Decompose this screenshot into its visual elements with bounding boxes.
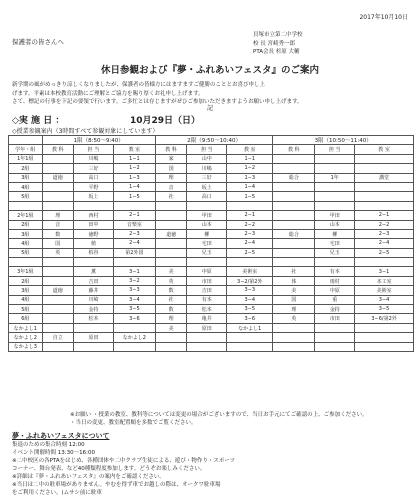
table-cell — [355, 323, 414, 332]
festa-line: をご利用ください。(ムサシ前に駐車 — [12, 490, 102, 496]
table-cell — [227, 201, 273, 210]
table-cell — [9, 258, 43, 267]
table-cell: 2組 — [9, 276, 43, 285]
table-cell — [113, 323, 155, 332]
table-cell: 高口 — [74, 173, 114, 182]
table-cell: 道徳 — [42, 173, 73, 182]
table-cell — [113, 258, 155, 267]
table-cell — [187, 201, 227, 210]
table-cell: 1−3 — [227, 173, 273, 182]
table-cell: 有本 — [315, 267, 355, 276]
table-cell: 理 — [155, 314, 186, 323]
table-cell: 1年1組 — [9, 154, 43, 163]
table-row — [9, 305, 414, 314]
document-title: 休日参観および『夢・ふれあいフェスタ』のご案内 — [100, 65, 320, 76]
table-cell: 平野 — [74, 182, 114, 191]
table-cell: 総合 — [273, 229, 315, 238]
table-cell: 3−6 — [113, 314, 155, 323]
table-cell — [155, 211, 186, 220]
table-cell: 音楽室 — [113, 220, 155, 229]
table-cell: 3−4 — [355, 295, 414, 304]
table-cell: 3−6/第2外 — [355, 314, 414, 323]
table-cell: 3−3 — [227, 286, 273, 295]
table-cell: 市田 — [315, 314, 355, 323]
table-cell — [315, 164, 355, 173]
table-cell: 数 — [42, 229, 73, 238]
table-cell — [74, 258, 114, 267]
table-cell: なかよし2 — [113, 333, 155, 342]
table-cell — [227, 333, 273, 342]
table-cell: 西村 — [74, 211, 114, 220]
table-cell — [273, 342, 315, 351]
festa-line: ※当日は二中の駐車場がありません。やむを得ず車でお越しの際は、オークワ駐車場 — [12, 482, 221, 488]
table-cell — [155, 333, 186, 342]
table-cell: 兄玉 — [187, 248, 227, 257]
table-cell: 吉田 — [74, 276, 114, 285]
table-cell: 1−3 — [113, 173, 155, 182]
table-cell — [273, 220, 315, 229]
table-cell — [273, 201, 315, 210]
table-cell — [155, 258, 186, 267]
table-cell: 2−4 — [355, 239, 414, 248]
column-header: 担 当 — [187, 145, 227, 154]
table-cell — [42, 192, 73, 201]
intro-line: さて、標記の行事を下記の要領で行います。ご多忙とは存じますがぜひご参加いただきますようお願い申し上げます。 — [12, 99, 303, 105]
table-cell: 亀井 — [187, 314, 227, 323]
table-cell: 社 — [155, 295, 186, 304]
table-cell: 2−3 — [227, 229, 273, 238]
table-row — [9, 182, 414, 191]
table-cell — [42, 164, 73, 173]
table-cell: 3−3 — [113, 286, 155, 295]
table-row — [9, 173, 414, 182]
table-cell — [355, 342, 414, 351]
table-cell: 1年 — [315, 173, 355, 182]
table-cell: 美 — [273, 286, 315, 295]
table-cell: なかよし1 — [227, 323, 273, 332]
table-cell: 1−1 — [113, 154, 155, 163]
table-cell: 音 — [42, 220, 73, 229]
table-cell: 川崎 — [74, 295, 114, 304]
table-cell: 5組 — [9, 305, 43, 314]
table-cell: 体 — [273, 276, 315, 285]
table-cell: 松本 — [74, 314, 114, 323]
table-row — [9, 295, 414, 304]
table-cell: 柳 — [315, 229, 355, 238]
table-cell: 3−6 — [227, 314, 273, 323]
table-cell: 植 — [74, 239, 114, 248]
table-cell — [315, 201, 355, 210]
table-cell: 有本 — [187, 295, 227, 304]
note-line: ※お願い ・授業の教室、教科等については変更の場合がございますので、当日お手元にてご確認の上、ご参加ください。 — [70, 412, 368, 418]
table-cell: 甲田 — [315, 211, 355, 220]
table-cell — [155, 248, 186, 257]
addressee: 保護者の皆さんへ — [12, 38, 64, 46]
table-cell: 国 — [273, 295, 315, 304]
table-cell: 本工室 — [355, 276, 414, 285]
table-cell — [273, 248, 315, 257]
table-cell — [273, 154, 315, 163]
table-cell: 松本 — [187, 305, 227, 314]
table-cell — [155, 342, 186, 351]
table-cell — [42, 258, 73, 267]
table-cell: 田中 — [74, 220, 114, 229]
table-cell — [273, 239, 315, 248]
table-cell: 英 — [42, 248, 73, 257]
table-cell: 道徳 — [155, 229, 186, 238]
table-cell: 2−1 — [227, 211, 273, 220]
table-cell: 藤井 — [74, 286, 114, 295]
table-cell: 薫 — [74, 267, 114, 276]
table-cell — [315, 192, 355, 201]
table-cell: 美術室 — [355, 286, 414, 295]
table-cell — [355, 164, 414, 173]
table-cell: 3組 — [9, 229, 43, 238]
festa-details — [12, 441, 235, 497]
table-cell: 3組 — [9, 286, 43, 295]
table-cell: 宅田 — [187, 239, 227, 248]
table-cell: 宅田 — [315, 239, 355, 248]
period-header: 1限（8:50〜9:40） — [42, 136, 155, 145]
table-cell: 原田 — [74, 333, 114, 342]
table-row — [9, 164, 414, 173]
column-header: 教 室 — [355, 145, 414, 154]
table-cell: 国 — [155, 164, 186, 173]
table-cell: 2組 — [9, 220, 43, 229]
table-cell: 総合 — [273, 173, 315, 182]
table-row — [9, 342, 414, 351]
table-cell: 社 — [273, 267, 315, 276]
table-cell — [315, 154, 355, 163]
table-cell — [355, 192, 414, 201]
table-cell — [155, 201, 186, 210]
festa-line: 集退のための集合時刻 12:00 — [12, 442, 85, 448]
table-cell: 柏谷 — [74, 248, 114, 257]
period-row — [9, 136, 414, 145]
table-cell — [355, 154, 414, 163]
table-cell: 美術室 — [227, 267, 273, 276]
table-cell: なかよし3 — [9, 342, 43, 351]
table-cell: 金持 — [74, 305, 114, 314]
date-label: ◇実 施 日 ： — [12, 116, 65, 126]
table-row — [9, 286, 414, 295]
table-cell — [227, 258, 273, 267]
column-header: 教 科 — [42, 145, 73, 154]
table-cell: 坂上 — [74, 192, 114, 201]
sender-block — [253, 31, 303, 57]
table-cell: 1−5 — [227, 192, 273, 201]
table-cell: 道徳 — [42, 286, 73, 295]
table-cell: 徳野 — [74, 229, 114, 238]
table-cell — [355, 333, 414, 342]
table-cell: 三好 — [74, 164, 114, 173]
intro-line: げます。平素は本校教育活動にご理解とご協力を賜り厚くお礼申し上げます。 — [12, 90, 204, 97]
table-row — [9, 211, 414, 220]
table-row — [9, 239, 414, 248]
table-cell: 2−2 — [227, 220, 273, 229]
table-cell: 2−5 — [355, 248, 414, 257]
intro-line: 新学期の風がめっきり涼しくなりましたが、保護者の皆様方にはますますご健勝のこととお喜び申し上 — [12, 82, 265, 88]
table-cell — [355, 258, 414, 267]
table-cell — [42, 201, 73, 210]
table-row — [9, 314, 414, 323]
table-cell — [227, 342, 273, 351]
table-cell — [187, 333, 227, 342]
table-row — [9, 276, 414, 285]
table-cell: 家 — [155, 154, 186, 163]
school-name: 貝塚市立第二中学校 — [253, 32, 303, 38]
table-cell: 第2外国 — [113, 248, 155, 257]
table-body — [9, 154, 414, 351]
festa-line: コーナー、舞台発表、など40種類程度参加します。どうぞお楽しみください。 — [12, 466, 206, 472]
table-cell — [113, 201, 155, 210]
table-cell: 3−5 — [355, 305, 414, 314]
table-cell — [42, 314, 73, 323]
table-cell: 坂上 — [187, 182, 227, 191]
table-cell — [42, 154, 73, 163]
table-cell: なかよし2 — [9, 333, 43, 342]
table-cell — [42, 267, 73, 276]
table-cell — [315, 323, 355, 332]
table-cell: 川嶋 — [187, 164, 227, 173]
table-cell — [42, 323, 73, 332]
table-cell: 甲田 — [187, 211, 227, 220]
table-cell — [273, 211, 315, 220]
table-cell: 2−3 — [113, 229, 155, 238]
column-header: 教 室 — [227, 145, 273, 154]
table-cell: 2−2 — [355, 220, 414, 229]
table-cell: 金持 — [315, 305, 355, 314]
table-cell — [187, 258, 227, 267]
pta-chair-name: PTA会長 杉原 大輔 — [253, 49, 300, 55]
table-cell: 音 — [155, 182, 186, 191]
table-cell: 1−4 — [113, 182, 155, 191]
table-cell: 3−5 — [227, 305, 273, 314]
festa-heading: 夢・ふれあいフェスタについて — [12, 432, 110, 440]
table-row — [9, 192, 414, 201]
period-header: 2限（9:50〜10:40） — [155, 136, 272, 145]
table-cell: 3組 — [9, 173, 43, 182]
table-row — [9, 229, 414, 238]
table-cell: 2−5 — [227, 248, 273, 257]
table-cell: 美 — [155, 267, 186, 276]
plan-label: ◇授業参観案内（3時間すべて参観対象にしています） — [12, 128, 159, 135]
table-cell: 3−4 — [227, 295, 273, 304]
table-cell: 中原 — [187, 267, 227, 276]
table-cell: 原田 — [187, 323, 227, 332]
festa-line: ※二中校区の各PTAをはじめ、各種団体や二中クラブ生徒による、遊び・物作り・スポーツ — [12, 458, 236, 464]
column-header: 教 室 — [113, 145, 155, 154]
table-cell — [74, 342, 114, 351]
table-cell: 山本 — [315, 220, 355, 229]
table-cell: 1−4 — [227, 182, 273, 191]
column-header-row — [9, 145, 414, 154]
table-cell: 吉田 — [187, 286, 227, 295]
table-cell — [355, 201, 414, 210]
table-cell: 山中 — [187, 154, 227, 163]
table-cell — [273, 164, 315, 173]
table-cell — [42, 295, 73, 304]
table-cell: 4組 — [9, 182, 43, 191]
table-cell: 6組 — [9, 314, 43, 323]
column-header: 担 当 — [74, 145, 114, 154]
table-cell — [273, 258, 315, 267]
table-row — [9, 201, 414, 210]
table-cell — [42, 305, 73, 314]
table-cell — [273, 333, 315, 342]
table-cell: 講堂 — [355, 173, 414, 182]
table-cell — [42, 342, 73, 351]
table-cell: 3−2 — [113, 276, 155, 285]
table-cell: 自立 — [42, 333, 73, 342]
table-cell — [155, 239, 186, 248]
column-header: 教 科 — [273, 145, 315, 154]
table-cell — [42, 182, 73, 191]
table-cell: 2−1 — [113, 211, 155, 220]
table-cell: 1−2 — [113, 164, 155, 173]
principal-name: 校 長 宮崎秀一郎 — [253, 40, 295, 47]
table-cell — [155, 220, 186, 229]
date-value: 10月29日（日） — [130, 116, 201, 126]
table-cell: 3−2/第2外 — [227, 276, 273, 285]
ki-marker: 記 — [206, 105, 213, 112]
table-cell — [273, 323, 315, 332]
table-cell: 英 — [273, 314, 315, 323]
table-cell: 2−4 — [227, 239, 273, 248]
table-cell: 3−1 — [113, 267, 155, 276]
table-cell — [273, 182, 315, 191]
table-cell: 市田 — [187, 276, 227, 285]
table-row — [9, 267, 414, 276]
table-cell: 理 — [155, 173, 186, 182]
document-date: 2017年10月10日 — [359, 14, 408, 21]
table-cell: 数 — [155, 305, 186, 314]
table-cell: 山本 — [187, 220, 227, 229]
table-row — [9, 220, 414, 229]
table-cell: 英 — [155, 276, 186, 285]
table-cell — [9, 201, 43, 210]
notes-block — [70, 411, 368, 427]
table-cell: 高口 — [187, 192, 227, 201]
table-row — [9, 333, 414, 342]
table-cell: 4組 — [9, 239, 43, 248]
table-cell: 理 — [42, 211, 73, 220]
table-cell — [315, 258, 355, 267]
table-cell: 5組 — [9, 248, 43, 257]
table-cell: 1−1 — [227, 154, 273, 163]
festa-line: イベント開催時間 13:30〜16:00 — [12, 450, 95, 456]
table-cell: 理 — [273, 305, 315, 314]
table-cell: 柳 — [187, 229, 227, 238]
table-cell: 2−1 — [355, 211, 414, 220]
table-cell: 3−4 — [113, 295, 155, 304]
festa-line: ※詳細は『夢・ふれあいフェスタ』の案内をご確認ください。 — [12, 474, 165, 480]
table-cell: 3−1 — [355, 267, 414, 276]
column-header: 担 当 — [315, 145, 355, 154]
table-row — [9, 248, 414, 257]
table-cell: 重 — [315, 295, 355, 304]
table-cell: 4組 — [9, 295, 43, 304]
table-cell — [355, 182, 414, 191]
table-cell: 2−3 — [355, 229, 414, 238]
table-cell — [74, 201, 114, 210]
table-row — [9, 154, 414, 163]
table-cell — [187, 342, 227, 351]
table-cell: 社 — [155, 192, 186, 201]
table-cell — [42, 276, 73, 285]
period-header: 3限（10:50〜11:40） — [273, 136, 414, 145]
class-observation-table — [8, 135, 414, 352]
table-cell: 3−5 — [113, 305, 155, 314]
table-cell: 1−2 — [227, 164, 273, 173]
table-cell: 3年1組 — [9, 267, 43, 276]
table-cell: 国 — [42, 239, 73, 248]
table-cell: 2年1組 — [9, 211, 43, 220]
table-cell — [113, 342, 155, 351]
table-cell: 5組 — [9, 192, 43, 201]
table-cell: 川嶋 — [74, 154, 114, 163]
table-cell: 雨村 — [315, 276, 355, 285]
table-cell: 1−5 — [113, 192, 155, 201]
column-header: 教 科 — [155, 145, 186, 154]
table-cell — [273, 192, 315, 201]
table-cell: 兄玉 — [315, 248, 355, 257]
table-cell: 美 — [155, 323, 186, 332]
table-cell — [315, 182, 355, 191]
table-row — [9, 323, 414, 332]
table-cell — [74, 323, 114, 332]
table-cell: 2組 — [9, 164, 43, 173]
table-cell: なかよし1 — [9, 323, 43, 332]
table-cell — [315, 333, 355, 342]
table-cell: 三好 — [187, 173, 227, 182]
table-row — [9, 258, 414, 267]
table-cell: 2−4 — [113, 239, 155, 248]
column-header: 学年・組 — [9, 145, 43, 154]
table-cell — [315, 342, 355, 351]
note-line: ・当日の変更、教室配置順を多数でご覧ください。 — [70, 420, 197, 426]
table-cell: 中原 — [315, 286, 355, 295]
table-cell: 数 — [155, 286, 186, 295]
